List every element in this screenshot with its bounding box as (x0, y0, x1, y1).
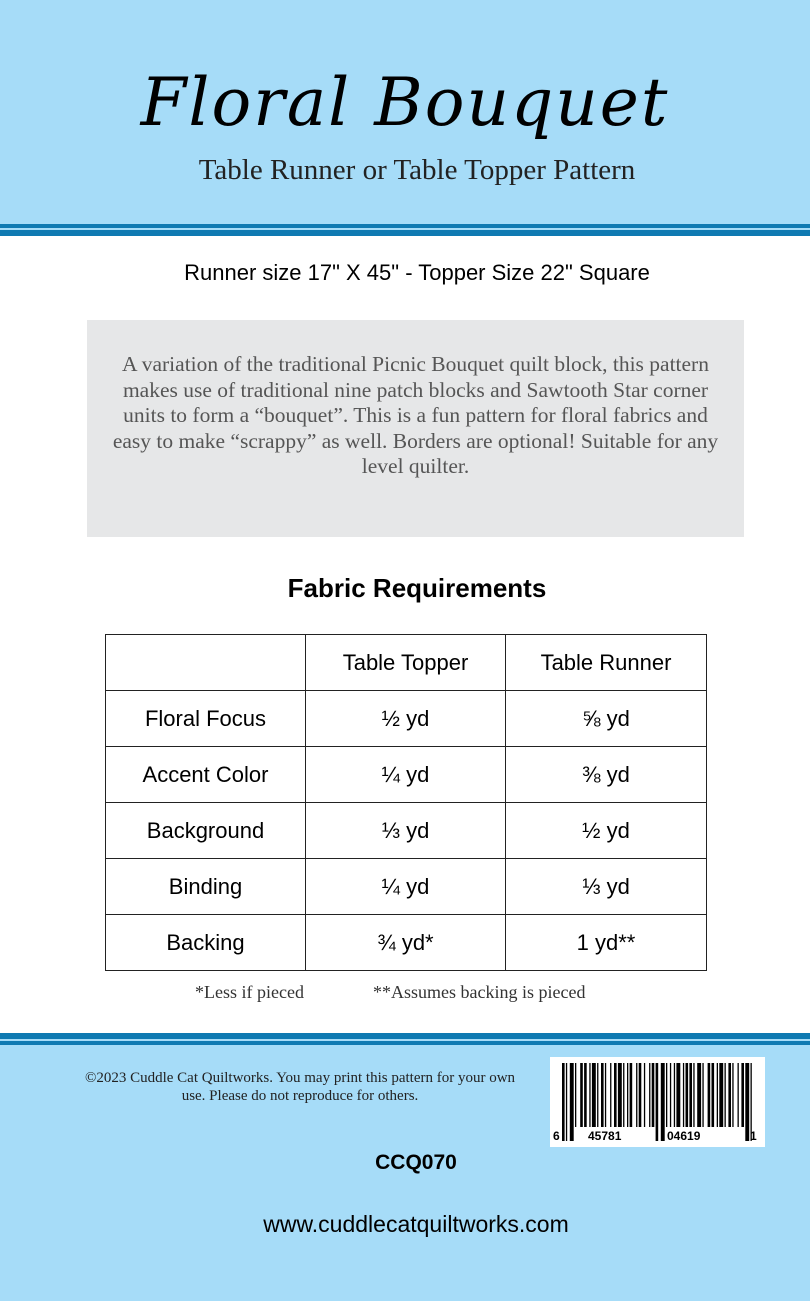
fabric-requirements-heading: Fabric Requirements (287, 573, 547, 603)
table-row (106, 915, 707, 971)
size-info: Runner size 17" X 45" - Topper Size 22" Square (184, 260, 650, 285)
barcode-digits-group2: 04619 (667, 1129, 701, 1143)
runner-amount: ⅜ yd (506, 747, 707, 803)
runner-amount: ⅝ yd (506, 691, 707, 747)
barcode (550, 1057, 765, 1147)
header-cell-runner: Table Runner (506, 635, 707, 691)
description-text: A variation of the traditional Picnic Bouquet quilt block, this pattern makes use of traditional nine patch blocks and Sawtooth Star corner units to form a “bouquet”. This is a fun pattern for floral fabrics and easy to make “scrappy” as well. Borders are optional! Suitable for any level quilter. (112, 352, 719, 478)
fabric-name: Backing (106, 915, 306, 971)
table-row (106, 859, 707, 915)
header-banner (0, 0, 810, 224)
header-cell-topper: Table Topper (306, 635, 506, 691)
product-code: CCQ070 (375, 1151, 457, 1174)
topper-amount: ¼ yd (306, 747, 506, 803)
barcode-bars-icon (550, 1057, 765, 1147)
topper-amount: ½ yd (306, 691, 506, 747)
footer-banner (0, 1045, 810, 1301)
pattern-title: Floral Bouquet (140, 64, 670, 141)
fabric-name: Background (106, 803, 306, 859)
fabric-requirements-table (105, 634, 707, 971)
header-divider (0, 224, 810, 236)
barcode-digits-group1: 45781 (588, 1129, 622, 1143)
table-header-row (106, 635, 707, 691)
fabric-name: Binding (106, 859, 306, 915)
runner-amount: ⅓ yd (506, 859, 707, 915)
pattern-subtitle: Table Runner or Table Topper Pattern (198, 154, 636, 186)
barcode-digit-right: 1 (750, 1129, 757, 1143)
copyright-notice: ©2023 Cuddle Cat Quiltworks. You may print this pattern for your own use. Please do not reproduce for others. (84, 1070, 516, 1104)
fabric-name: Floral Focus (106, 691, 306, 747)
website-url: www.cuddlecatquiltworks.com (263, 1211, 569, 1237)
barcode-digit-left: 6 (553, 1129, 560, 1143)
fabric-name: Accent Color (106, 747, 306, 803)
topper-amount: ¾ yd* (306, 915, 506, 971)
footer-divider (0, 1033, 810, 1045)
topper-amount: ⅓ yd (306, 803, 506, 859)
table-row (106, 803, 707, 859)
header-cell-empty (106, 635, 306, 691)
table-row (106, 691, 707, 747)
footnote-backing: **Assumes backing is pieced (373, 982, 586, 1002)
runner-amount: 1 yd** (506, 915, 707, 971)
topper-amount: ¼ yd (306, 859, 506, 915)
description-box (87, 320, 744, 537)
footnote-pieced: *Less if pieced (195, 982, 304, 1002)
runner-amount: ½ yd (506, 803, 707, 859)
table-row (106, 747, 707, 803)
